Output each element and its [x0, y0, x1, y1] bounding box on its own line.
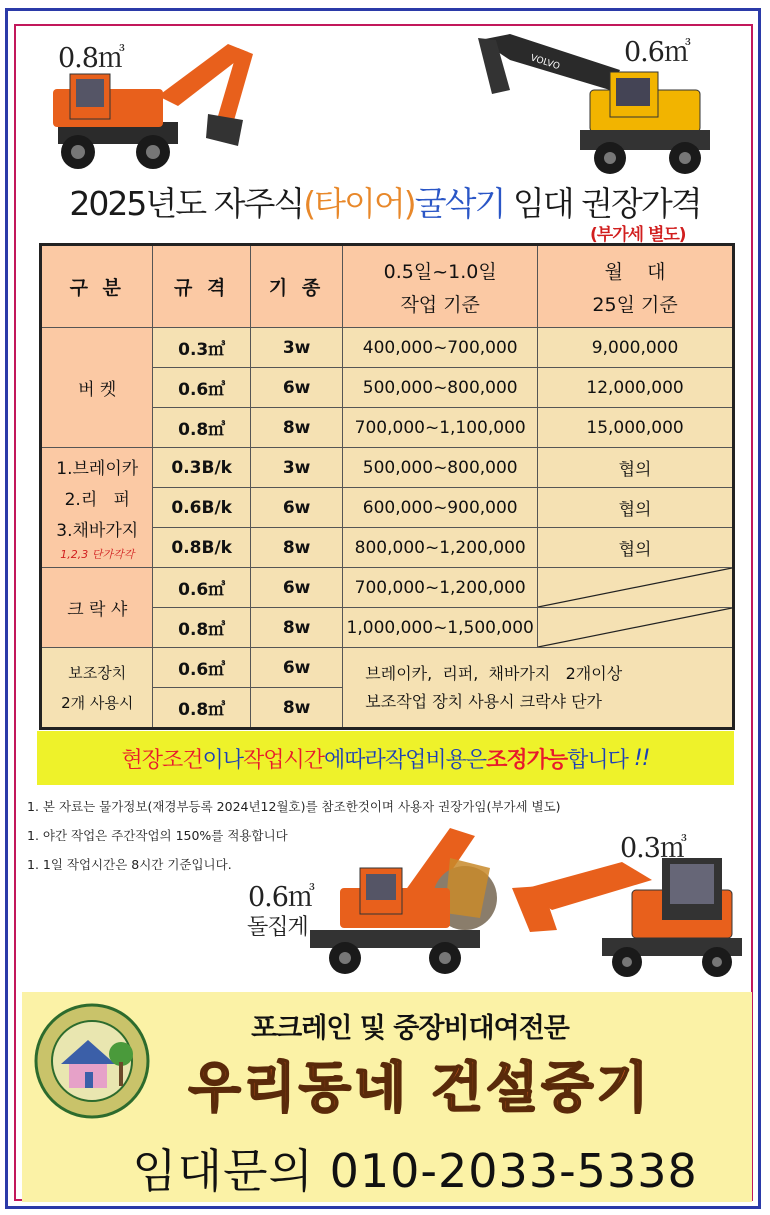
brand-name: 우리동네 건설중기	[188, 1056, 652, 1119]
cell-monthly: 15,000,000	[538, 408, 734, 448]
cell-kind: 8w	[250, 528, 342, 568]
cell-monthly-empty	[538, 608, 734, 648]
spec-label-grapple: 0.6㎥	[248, 882, 314, 913]
cell-spec: 0.6㎥	[153, 568, 250, 608]
cell-daily: 500,000~800,000	[343, 448, 538, 488]
header-spec: 규 격	[153, 245, 250, 328]
aux-note: 브레이카, 리퍼, 채바가지 2개이상 보조작업 장치 사용시 크락샤 단가	[343, 648, 734, 729]
table-row	[41, 648, 734, 688]
cell-monthly: 9,000,000	[538, 328, 734, 368]
small-orange-excavator-image	[512, 850, 748, 980]
contact-phone: 임대문의 010-2033-5338	[132, 1144, 698, 1198]
cell-kind: 8w	[250, 688, 342, 729]
cell-spec: 0.6B/k	[153, 488, 250, 528]
cell-daily: 1,000,000~1,500,000	[343, 608, 538, 648]
spec-label-top-left: 0.8㎥	[58, 43, 124, 74]
header-category: 구 분	[41, 245, 153, 328]
cell-spec: 0.3B/k	[153, 448, 250, 488]
cell-daily: 400,000~700,000	[343, 328, 538, 368]
cell-kind: 8w	[250, 408, 342, 448]
cell-spec: 0.6㎥	[153, 368, 250, 408]
price-table	[39, 243, 735, 730]
cell-kind: 8w	[250, 608, 342, 648]
vat-note: (부가세 별도)	[590, 225, 686, 245]
note-item: 1. 본 자료는 물가정보(재경부등록 2024년12월호)를 참조한것이며 사용자 권장가임(부가세 별도)	[27, 799, 561, 814]
cell-kind: 6w	[250, 368, 342, 408]
grapple-excavator-image	[300, 818, 510, 978]
cell-daily: 800,000~1,200,000	[343, 528, 538, 568]
grapple-label: 돌집게	[247, 915, 308, 940]
header-monthly: 월 대 25일 기준	[538, 245, 734, 328]
cell-kind: 6w	[250, 488, 342, 528]
svg-text:VOLVO: VOLVO	[529, 53, 561, 73]
cell-daily: 500,000~800,000	[343, 368, 538, 408]
cell-monthly: 협의	[538, 448, 734, 488]
group-crusher: 크 락 샤	[41, 568, 153, 648]
cell-monthly-empty	[538, 568, 734, 608]
cell-spec: 0.8㎥	[153, 688, 250, 729]
table-header-row	[41, 245, 734, 328]
header-daily: 0.5일~1.0일 작업 기준	[343, 245, 538, 328]
note-item: 1. 야간 작업은 주간작업의 150%를 적용합니다	[27, 828, 288, 843]
adjustment-notice-banner: 현장조건 이나 작업시간 에따라 작업비용은 조정가능 합니다 !!	[37, 731, 734, 785]
table-row	[41, 328, 734, 368]
note-item: 1. 1일 작업시간은 8시간 기준입니다.	[27, 857, 232, 872]
footer-subtitle: 포크레인 및 중장비대여전문	[251, 1013, 569, 1044]
cell-daily: 700,000~1,200,000	[343, 568, 538, 608]
page-title: 2025년도 자주식(타이어)굴삭기 임대 권장가격	[69, 184, 701, 223]
company-logo	[33, 1002, 151, 1120]
cell-kind: 3w	[250, 448, 342, 488]
cell-kind: 3w	[250, 328, 342, 368]
cell-daily: 700,000~1,100,000	[343, 408, 538, 448]
table-row	[41, 568, 734, 608]
cell-monthly: 협의	[538, 528, 734, 568]
spec-label-small: 0.3㎥	[620, 833, 686, 864]
cell-spec: 0.8㎥	[153, 608, 250, 648]
group-aux: 보조장치 2개 사용시	[41, 648, 153, 729]
cell-kind: 6w	[250, 568, 342, 608]
cell-spec: 0.8㎥	[153, 408, 250, 448]
group-bucket: 버 켓	[41, 328, 153, 448]
cell-monthly: 12,000,000	[538, 368, 734, 408]
group-breaker-ripper-bucket: 1.브레이카 2.리 퍼 3.채바가지 1,2,3 단가각각	[41, 448, 153, 568]
cell-kind: 6w	[250, 648, 342, 688]
cell-daily: 600,000~900,000	[343, 488, 538, 528]
cell-spec: 0.8B/k	[153, 528, 250, 568]
header-model: 기 종	[250, 245, 342, 328]
cell-spec: 0.6㎥	[153, 648, 250, 688]
cell-monthly: 협의	[538, 488, 734, 528]
cell-spec: 0.3㎥	[153, 328, 250, 368]
spec-label-top-right: 0.6㎥	[624, 37, 690, 68]
yellow-volvo-excavator-image	[470, 30, 730, 180]
table-row	[41, 448, 734, 488]
